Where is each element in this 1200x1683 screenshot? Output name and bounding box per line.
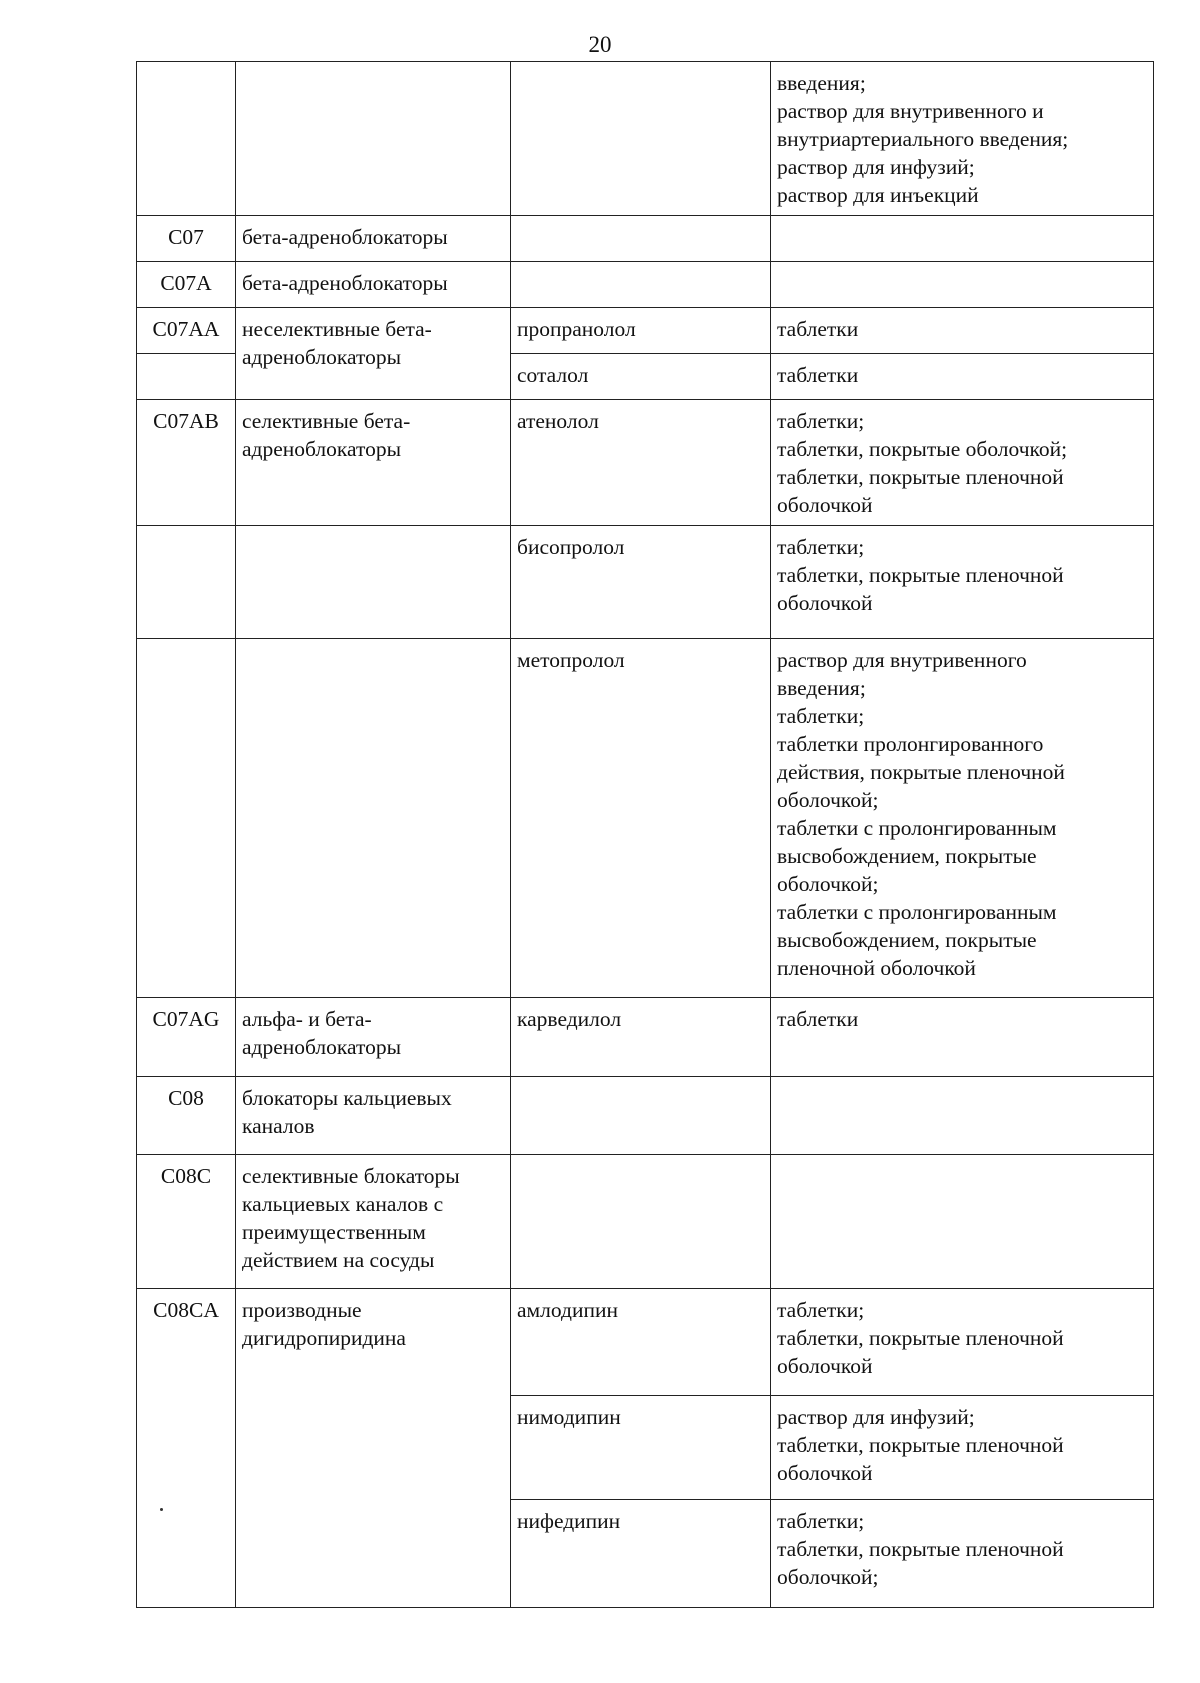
drug-name-cell: атенолол [511,400,771,526]
group-name-cell: альфа- и бета-адреноблокаторы [236,998,511,1077]
table-row [137,308,1154,354]
drug-name-cell: метопролол [511,639,771,998]
dosage-form-line: таблетки; [777,1509,865,1533]
dosage-form-line: раствор для инфузий; [777,155,975,179]
dosage-form-cell [771,1396,1154,1500]
drug-name-cell [511,262,771,308]
dosage-form-line: таблетки, покрытые пленочной [777,1326,1064,1350]
dosage-form-line: таблетки, покрытые оболочкой; [777,437,1068,461]
dosage-form-cell [771,262,1154,308]
dosage-form-line: таблетки [777,363,859,387]
scan-speck [160,1508,163,1511]
atc-code-cell: C07A [137,262,236,308]
dosage-form-line: таблетки, покрытые пленочной [777,465,1064,489]
dosage-form-line: таблетки [777,1007,859,1031]
page-number: 20 [588,32,612,57]
drug-name-cell: нимодипин [511,1396,771,1500]
table-row [137,1077,1154,1155]
dosage-form-line: раствор для внутривенного [777,648,1027,672]
dosage-form-line: раствор для внутривенного и [777,99,1044,123]
dosage-form-cell [771,998,1154,1077]
group-name-cell: блокаторы кальциевых каналов [236,1077,511,1155]
dosage-form-line: таблетки; [777,409,865,433]
dosage-form-cell [771,216,1154,262]
dosage-form-line: действия, покрытые пленочной [777,760,1065,784]
dosage-form-line: таблетки; [777,704,865,728]
drug-name-cell [511,216,771,262]
dosage-form-line: таблетки с пролонгированным [777,900,1057,924]
table-row [137,216,1154,262]
atc-code-cell [137,354,236,400]
dosage-form-line: введения; [777,676,866,700]
table-row [137,639,1154,998]
dosage-form-line: таблетки, покрытые пленочной [777,563,1064,587]
dosage-form-cell [771,1500,1154,1608]
dosage-form-line: таблетки [777,317,859,341]
drug-name-cell: соталол [511,354,771,400]
atc-code-cell [137,62,236,216]
atc-code-cell: C07AB [137,400,236,526]
dosage-form-cell [771,1289,1154,1396]
group-name-cell: неселективные бета-адреноблокаторы [236,308,511,400]
drug-name-cell: амлодипин [511,1289,771,1396]
group-name-cell: бета-адреноблокаторы [236,216,511,262]
dosage-form-cell [771,1155,1154,1289]
dosage-form-line: таблетки пролонгированного [777,732,1044,756]
dosage-form-line: оболочкой; [777,788,879,812]
dosage-form-cell [771,1077,1154,1155]
dosage-form-line: таблетки; [777,535,865,559]
drug-name-cell: карведилол [511,998,771,1077]
dosage-form-line: раствор для инъекций [777,183,979,207]
dosage-form-line: таблетки, покрытые пленочной [777,1433,1064,1457]
table-row [137,1289,1154,1396]
dosage-form-line: таблетки, покрытые пленочной [777,1537,1064,1561]
dosage-form-line: оболочкой [777,1461,873,1485]
atc-code-cell: C07 [137,216,236,262]
dosage-form-line: введения; [777,71,866,95]
medication-table [136,61,1154,1608]
dosage-form-cell [771,354,1154,400]
table-row [137,998,1154,1077]
dosage-form-line: оболочкой; [777,872,879,896]
group-name-cell [236,639,511,998]
group-name-cell: бета-адреноблокаторы [236,262,511,308]
dosage-form-cell [771,308,1154,354]
table-row [137,1155,1154,1289]
table-row [137,526,1154,639]
dosage-form-line: внутриартериального введения; [777,127,1069,151]
dosage-form-cell [771,400,1154,526]
table-row [137,400,1154,526]
atc-code-cell [137,526,236,639]
dosage-form-line: оболочкой [777,493,873,517]
group-name-cell: селективные бета-адреноблокаторы [236,400,511,526]
atc-code-cell: C08C [137,1155,236,1289]
atc-code-cell: C07AA [137,308,236,354]
group-name-cell [236,62,511,216]
drug-name-cell: нифедипин [511,1500,771,1608]
dosage-form-line: оболочкой; [777,1565,879,1589]
dosage-form-cell [771,639,1154,998]
dosage-form-line: оболочкой [777,1354,873,1378]
table-row [137,262,1154,308]
group-name-cell: селективные блокаторы кальциевых каналов с преимущественным действием на сосуды [236,1155,511,1289]
drug-name-cell [511,1077,771,1155]
atc-code-cell: C07AG [137,998,236,1077]
dosage-form-line: раствор для инфузий; [777,1405,975,1429]
dosage-form-line: оболочкой [777,591,873,615]
dosage-form-line: высвобождением, покрытые [777,928,1037,952]
drug-name-cell: пропранолол [511,308,771,354]
drug-name-cell [511,62,771,216]
dosage-form-line: высвобождением, покрытые [777,844,1037,868]
dosage-form-line: таблетки с пролонгированным [777,816,1057,840]
group-name-cell [236,526,511,639]
dosage-form-line: пленочной оболочкой [777,956,976,980]
atc-code-cell [137,639,236,998]
drug-name-cell: бисопролол [511,526,771,639]
atc-code-cell: C08 [137,1077,236,1155]
drug-name-cell [511,1155,771,1289]
group-name-cell: производные дигидропиридина [236,1289,511,1608]
table-row [137,62,1154,216]
dosage-form-line: таблетки; [777,1298,865,1322]
dosage-form-cell [771,526,1154,639]
dosage-form-cell [771,62,1154,216]
atc-code-cell: C08CA [137,1289,236,1608]
